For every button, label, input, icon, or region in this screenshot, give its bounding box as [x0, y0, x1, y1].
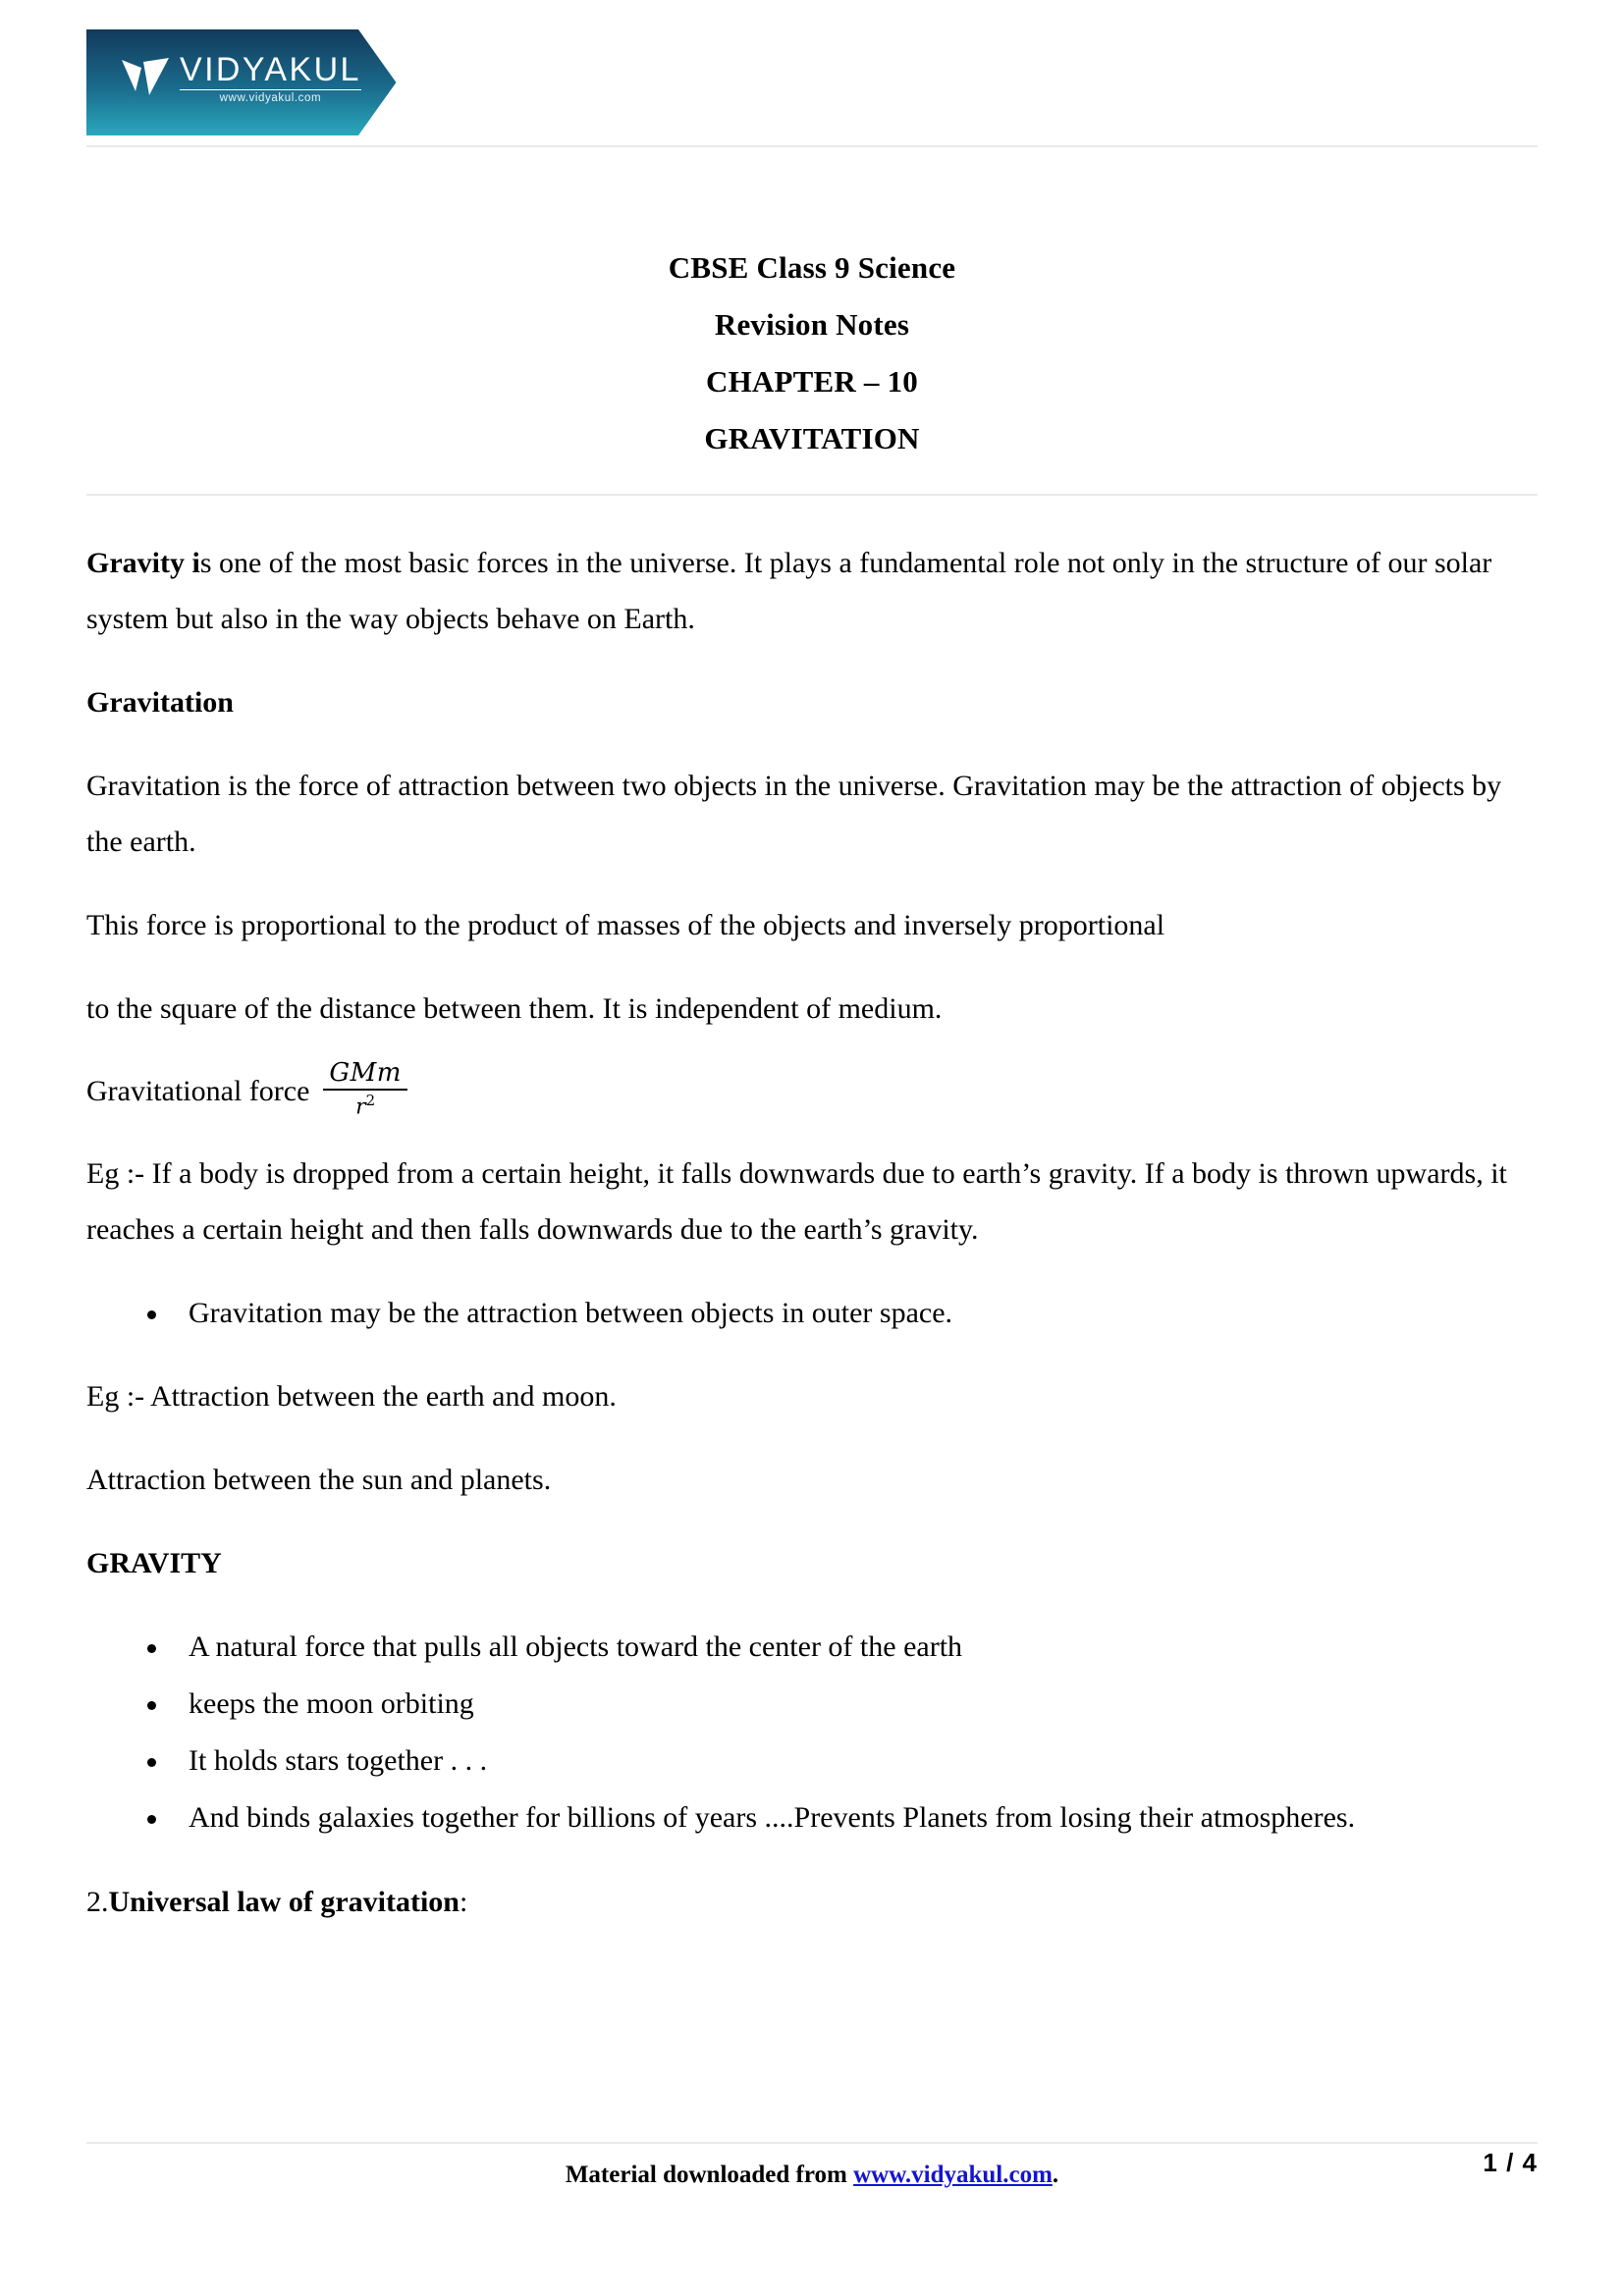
universal-law-title: Universal law of gravitation — [108, 1886, 460, 1919]
logo-content — [122, 53, 361, 105]
heading-gravity: GRAVITY — [86, 1547, 222, 1580]
bullet-list-gravity-facts — [86, 1619, 1538, 1846]
footer-attribution — [86, 2156, 1538, 2195]
paragraph-example-earth-moon: Eg :- Attraction between the earth and moon. — [86, 1380, 617, 1414]
page-footer — [86, 2148, 1538, 2195]
logo-text-group — [180, 53, 361, 105]
title-line-topic: GRAVITATION — [704, 421, 920, 455]
logo-chevron-notch — [358, 29, 430, 135]
title-divider — [86, 494, 1538, 496]
vidyakul-logo-banner[interactable] — [86, 29, 430, 135]
paragraph-example-falling-body: Eg :- If a body is dropped from a certain height, it falls downwards due to earth’s gravity. If a body is thrown upwards, it reaches a certain height and then falls downwards due to the earth’s gravity. — [86, 1157, 1507, 1247]
universal-law-colon: : — [459, 1886, 468, 1919]
formula-gravitational-force — [86, 1058, 1538, 1120]
vidyakul-checkmark-icon — [122, 56, 173, 97]
heading-gravitation: Gravitation — [86, 686, 234, 719]
list-item: A natural force that pulls all objects toward the center of the earth — [86, 1619, 1538, 1676]
intro-bold-lead: Gravity i — [86, 547, 200, 579]
denominator-base: r — [355, 1095, 366, 1120]
logo-url-text: www.vidyakul.com — [219, 92, 322, 104]
logo-brand-text: VIDYAKUL — [180, 51, 361, 88]
list-item: keeps the moon orbiting — [86, 1676, 1538, 1733]
footer-prefix: Material downloaded from — [565, 2162, 854, 2188]
list-item: And binds galaxies together for billions of years ....Prevents Planets from losing their atmospheres. — [86, 1789, 1538, 1846]
paragraph-proportional-line1: This force is proportional to the product of masses of the objects and inversely proportional — [86, 909, 1165, 941]
document-title-block — [86, 240, 1538, 467]
list-item: Gravitation may be the attraction between objects in outer space. — [86, 1285, 1538, 1341]
fraction-denominator — [350, 1091, 381, 1118]
paragraph-intro — [86, 535, 1538, 647]
header-divider — [86, 145, 1538, 147]
formula-label: Gravitational force — [86, 1075, 310, 1108]
fraction-numerator: GMm — [329, 1058, 402, 1088]
footer-website-link[interactable]: www.vidyakul.com — [853, 2162, 1053, 2188]
title-line-chapter: CHAPTER – 10 — [706, 364, 918, 399]
denominator-exponent: 2 — [365, 1092, 376, 1109]
heading-universal-law — [86, 1874, 1538, 1930]
title-line-subject: CBSE Class 9 Science — [668, 250, 956, 285]
footer-suffix: . — [1052, 2162, 1059, 2188]
list-item: It holds stars together . . . — [86, 1733, 1538, 1789]
paragraph-gravitation-definition: Gravitation is the force of attraction between two objects in the universe. Gravitation may be the attraction of objects by the earth. — [86, 770, 1502, 858]
footer-divider — [86, 2142, 1538, 2144]
intro-rest: s one of the most basic forces in the universe. It plays a fundamental role not only in the structure of our solar system but also in the way objects behave on Earth. — [86, 547, 1492, 635]
page-number: 1 / 4 — [1483, 2148, 1538, 2177]
universal-law-number: 2. — [86, 1886, 109, 1919]
title-line-doctype: Revision Notes — [714, 307, 910, 342]
document-body — [86, 535, 1538, 1957]
paragraph-proportional-line2: to the square of the distance between them. It is independent of medium. — [86, 992, 943, 1025]
bullet-list-outer-space — [86, 1285, 1538, 1341]
paragraph-sun-planets: Attraction between the sun and planets. — [86, 1464, 552, 1497]
fraction-gmm-over-r-squared — [323, 1060, 407, 1118]
